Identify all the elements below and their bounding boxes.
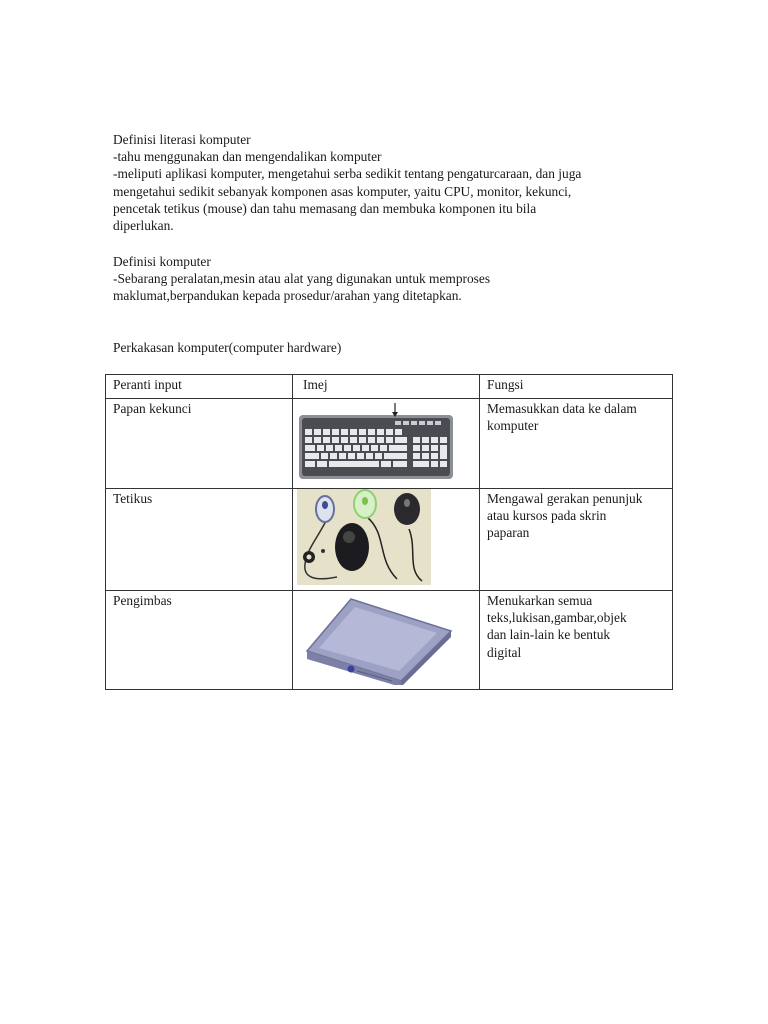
- hardware-title: [113, 339, 673, 356]
- device-name: Pengimbas: [106, 591, 293, 690]
- literacy-line: pencetak tetikus (mouse) dan tahu memasang dan membuka komponen itu bila: [113, 200, 537, 216]
- function-line: Mengawal gerakan penunjuk: [487, 491, 643, 506]
- device-function: [480, 591, 673, 690]
- device-function: [480, 399, 673, 489]
- scanner-image: [297, 593, 455, 685]
- mouse-image: [297, 489, 431, 585]
- hardware-table: [105, 374, 673, 690]
- computer-heading: Definisi komputer: [113, 254, 211, 269]
- function-line: dan lain-lain ke bentuk: [487, 627, 611, 643]
- header-image: Imej: [293, 375, 480, 399]
- function-line: komputer: [487, 418, 539, 434]
- literacy-line: -meliputi aplikasi komputer, mengetahui serba sedikit tentang pengaturcaraan, dan juga: [113, 166, 582, 182]
- computer-definition: [113, 253, 673, 305]
- table-row: [106, 399, 673, 489]
- image-cell: [293, 489, 480, 591]
- image-cell: [293, 591, 480, 690]
- hardware-title-text: Perkakasan komputer(computer hardware): [113, 340, 342, 355]
- computer-line: -Sebarang peralatan,mesin atau alat yang digunakan untuk memproses: [113, 271, 491, 287]
- function-line: teks,lukisan,gambar,objek: [487, 610, 627, 626]
- literacy-line: diperlukan.: [113, 218, 174, 234]
- table-row: [106, 489, 673, 591]
- function-line: Memasukkan data ke dalam: [487, 401, 637, 416]
- computer-line: maklumat,berpandukan kepada prosedur/arahan yang ditetapkan.: [113, 288, 462, 304]
- function-line: paparan: [487, 525, 530, 541]
- function-line: atau kursos pada skrin: [487, 508, 607, 524]
- function-line: Menukarkan semua: [487, 593, 593, 608]
- device-name: Papan kekunci: [106, 399, 293, 489]
- literacy-line: mengetahui sedikit sebanyak komponen asas komputer, yaitu CPU, monitor, kekunci,: [113, 183, 572, 199]
- device-function: [480, 489, 673, 591]
- table-row: [106, 591, 673, 690]
- literacy-heading: Definisi literasi komputer: [113, 132, 251, 147]
- header-function: Fungsi: [480, 375, 673, 399]
- function-line: digital: [487, 644, 522, 660]
- image-cell: [293, 399, 480, 489]
- table-header-row: [106, 375, 673, 399]
- literacy-definition: [113, 131, 673, 234]
- device-name: Tetikus: [106, 489, 293, 591]
- literacy-line: -tahu menggunakan dan mengendalikan komputer: [113, 149, 382, 165]
- header-device: Peranti input: [106, 375, 293, 399]
- keyboard-image: [297, 401, 455, 481]
